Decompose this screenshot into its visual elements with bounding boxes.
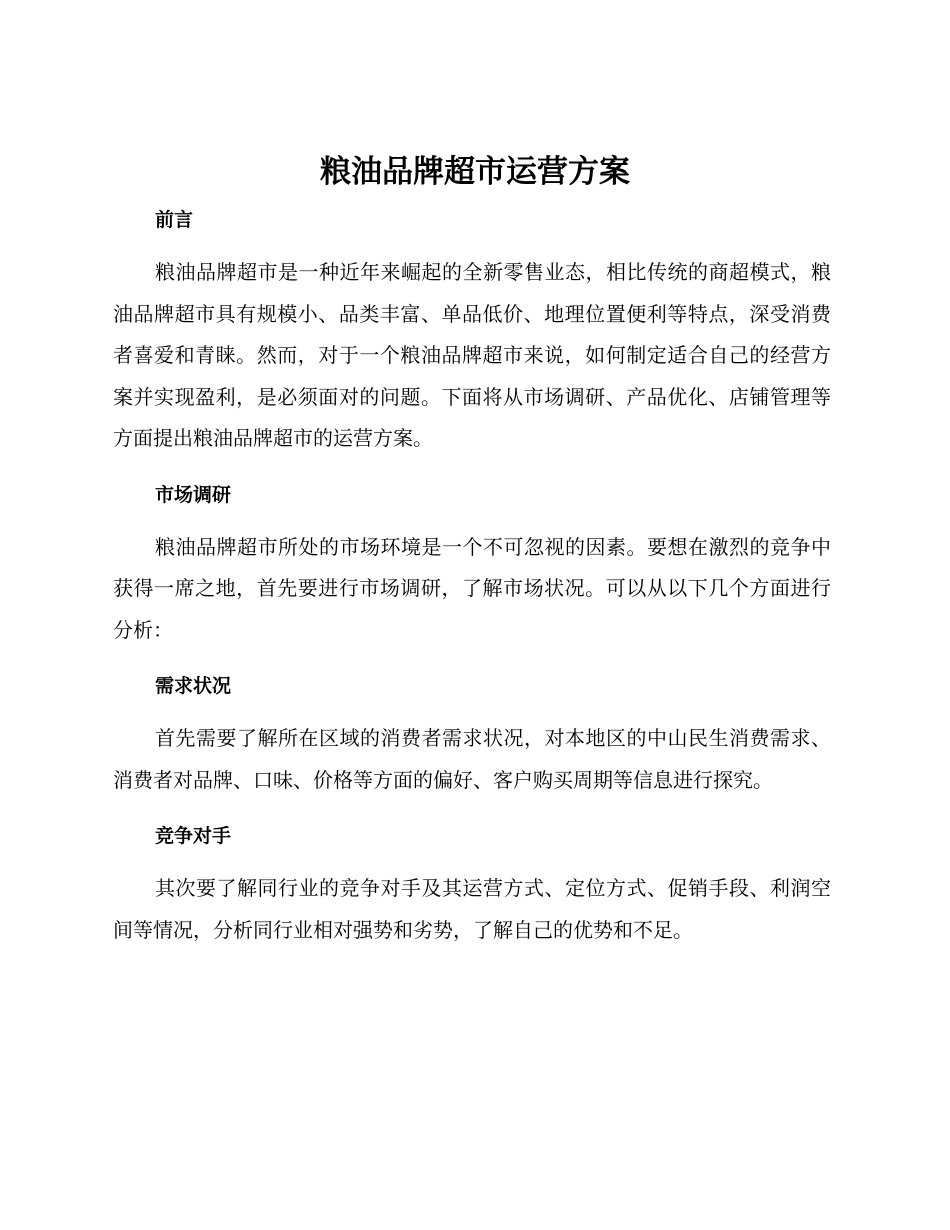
document-body — [113, 200, 831, 951]
section-heading-preface: 前言 — [155, 209, 194, 231]
section-paragraph-market-research: 粮油品牌超市所处的市场环境是一个不可忽视的因素。要想在激烈的竞争中获得一席之地，首先要进行市场调研，了解市场状况。可以从以下几个方面进行分析： — [113, 534, 831, 642]
section-paragraph-preface: 粮油品牌超市是一种近年来崛起的全新零售业态，相比传统的商超模式，粮油品牌超市具有规模小、品类丰富、单品低价、地理位置便利等特点，深受消费者喜爱和青睐。然而，对于一个粮油品牌超市来说，如何制定适合自己的经营方案并实现盈利，是必须面对的问题。下面将从市场调研、产品优化、店铺管理等方面提出粮油品牌超市的运营方案。 — [113, 260, 831, 450]
section-heading-market-research: 市场调研 — [155, 483, 232, 506]
section-heading-competitors: 竞争对手 — [155, 825, 232, 847]
section-heading-demand: 需求状况 — [155, 675, 232, 697]
section-paragraph-demand: 首先需要了解所在区域的消费者需求状况，对本地区的中山民生消费需求、消费者对品牌、口味、价格等方面的偏好、客户购买周期等信息进行探究。 — [113, 726, 831, 792]
document-title: 粮油品牌超市运营方案 — [320, 154, 630, 190]
section-paragraph-competitors: 其次要了解同行业的竞争对手及其运营方式、定位方式、促销手段、利润空间等情况，分析同行业相对强势和劣势，了解自己的优势和不足。 — [113, 876, 831, 942]
